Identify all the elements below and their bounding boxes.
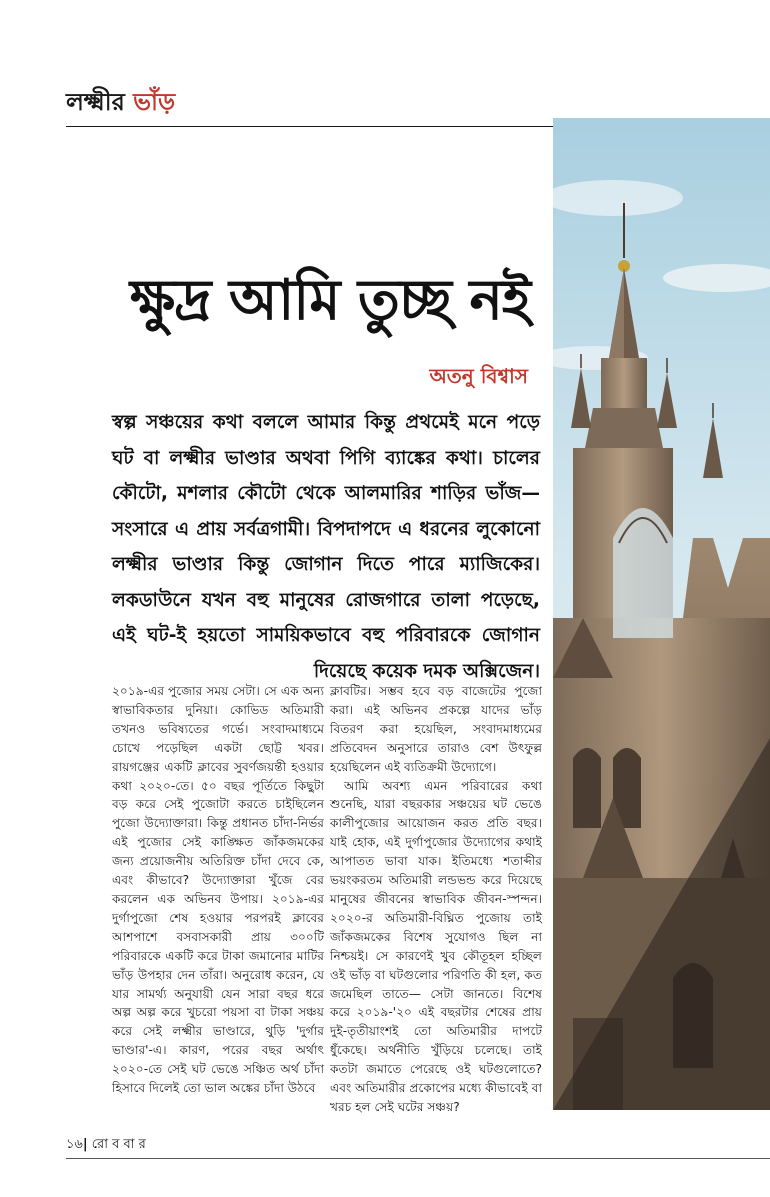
- body-column-right: [330, 682, 542, 1117]
- footer-rule: [66, 1158, 770, 1159]
- page-number: ১৬: [66, 1137, 83, 1152]
- section-title-main: লক্ষ্মীর: [66, 88, 134, 116]
- headline: ক্ষুদ্র আমি তুচ্ছ নই: [129, 268, 530, 333]
- body-paragraph: আমি অবশ্য এমন পরিবারের কথা শুনেছি, যারা বছরকার সঞ্চয়ের ঘট ভেঙে কালীপুজোর আয়োজন করত প্রতি বছর। যাই হোক, এই দুর্গাপুজোর উদ্যোগের কথাই আপাতত ভাবা যাক। ইতিমধ্যে শতাব্দীর ভয়ংকরতম অতিমারী লন্ডভন্ড করে দিয়েছে মানুষের জীবনের স্বাভাবিক জীবন-স্পন্দন। ২০২০-র অতিমারী-বিঘ্নিত পুজোয় তাই জাঁকজমকের বিশেষ সুযোগও ছিল না নিশ্চয়ই। সে কারণেই খুব কৌতূহল হচ্ছিল ওই ভাঁড় বা ঘটগুলোর পরিণতি কী হল, কত জমেছিল তাতে— সেটা জানতে। বিশেষ করে ২০১৯-'২০ এই বছরটার শেষের প্রায় দুই-তৃতীয়াংশই তো অতিমারীর দাপটে ধুঁকেছে। অর্থনীতি খুঁড়িয়ে চলেছে। তাই কতটা জমাতে পেরেছে ওই ঘটগুলোতে? এবং অতিমারীর প্রকোপের মধ্যে কীভাবেই বা খরচ হল সেই ঘটের সঞ্চয়?: [330, 778, 542, 1114]
- magazine-name: রো ব বা র: [87, 1137, 146, 1152]
- folio-separator: |: [82, 1137, 88, 1152]
- cathedral-spire-photo: [553, 118, 770, 1110]
- body-paragraph: ক্লাবটির। সম্ভব হবে বড় বাজেটের পুজো করা। এই অভিনব প্রকল্পে যাদের ভাঁড় বিতরণ করা হয়েছিল, সংবাদমাধ্যমের প্রতিবেদন অনুসারে তারাও বেশ উৎফুল্ল হয়েছিলেন এই ব্যতিক্রমী উদ্যোগে।: [330, 684, 542, 774]
- page-folio: [66, 1135, 146, 1156]
- author-byline: অতনু বিশ্বাস: [429, 364, 528, 388]
- body-paragraph: ২০১৯-এর পুজোর সময় সেটা। সে এক অন্য স্বাভাবিকতার দুনিয়া। কোভিড অতিমারী তখনও ভবিষ্যতের গর্ভে। সংবাদমাধ্যমে চোখে পড়েছিল একটা ছোট্ট খবর। রায়গঞ্জের একটি ক্লাবের সুবর্ণজয়ন্তী হওয়ার কথা ২০২০-তে। ৫০ বছর পূর্তিতে কিছুটা বড় করে সেই পুজোটা করতে চাইছিলেন পুজো উদ্যোক্তারা। কিন্তু প্রধানত চাঁদা-নির্ভর এই পুজোর সেই কাঙ্ক্ষিত জাঁকজমকের জন্য প্রয়োজনীয় অতিরিক্ত চাঁদা দেবে কে, এবং কীভাবে? উদ্যোক্তারা খুঁজে বের করলেন এক অভিনব উপায়। ২০১৯-এর দুর্গাপুজো শেষ হওয়ার পরপরই ক্লাবের আশপাশে বসবাসকারী প্রায় ৩০০টি পরিবারকে একটি করে টাকা জমানোর মাটির ভাঁড় উপহার দেন তাঁরা। অনুরোধ করেন, যে যার সামর্থ্য অনুযায়ী যেন সারা বছর ধরে অল্প অল্প করে খুচরো পয়সা বা টাকা সঞ্চয় করে সেই লক্ষ্মীর ভাণ্ডারে, থুড়ি 'দুর্গার ভাণ্ডার'-এ। কারণ, পরের বছর অর্থাৎ ২০২০-তে সেই ঘট ভেঙে সঞ্চিত অর্থ চাঁদা হিসাবে দিলেই তো ভাল অঙ্কের চাঁদা উঠবে: [112, 684, 324, 1096]
- body-column-left: [112, 682, 324, 1098]
- section-title-highlight: ভাঁড়: [133, 88, 176, 116]
- section-title: [66, 84, 175, 124]
- intro-paragraph: স্বল্প সঞ্চয়ের কথা বললে আমার কিন্তু প্রথমেই মনে পড়ে ঘট বা লক্ষ্মীর ভাণ্ডার অথবা পিগি ব্যাঙ্কের কথা। চালের কৌটো, মশলার কৌটো থেকে আলমারির শাড়ির ভাঁজ— সংসারে এ প্রায় সর্বত্রগামী। বিপদাপদে এ ধরনের লুকোনো লক্ষ্মীর ভাণ্ডার কিন্তু জোগান দিতে পারে ম্যাজিকের। লকডাউনে যখন বহু মানুষের রোজগারে তালা পড়েছে, এই ঘট-ই হয়তো সাময়িকভাবে বহু পরিবারকে জোগান দিয়েছে কয়েক দমক অক্সিজেন।: [112, 412, 540, 682]
